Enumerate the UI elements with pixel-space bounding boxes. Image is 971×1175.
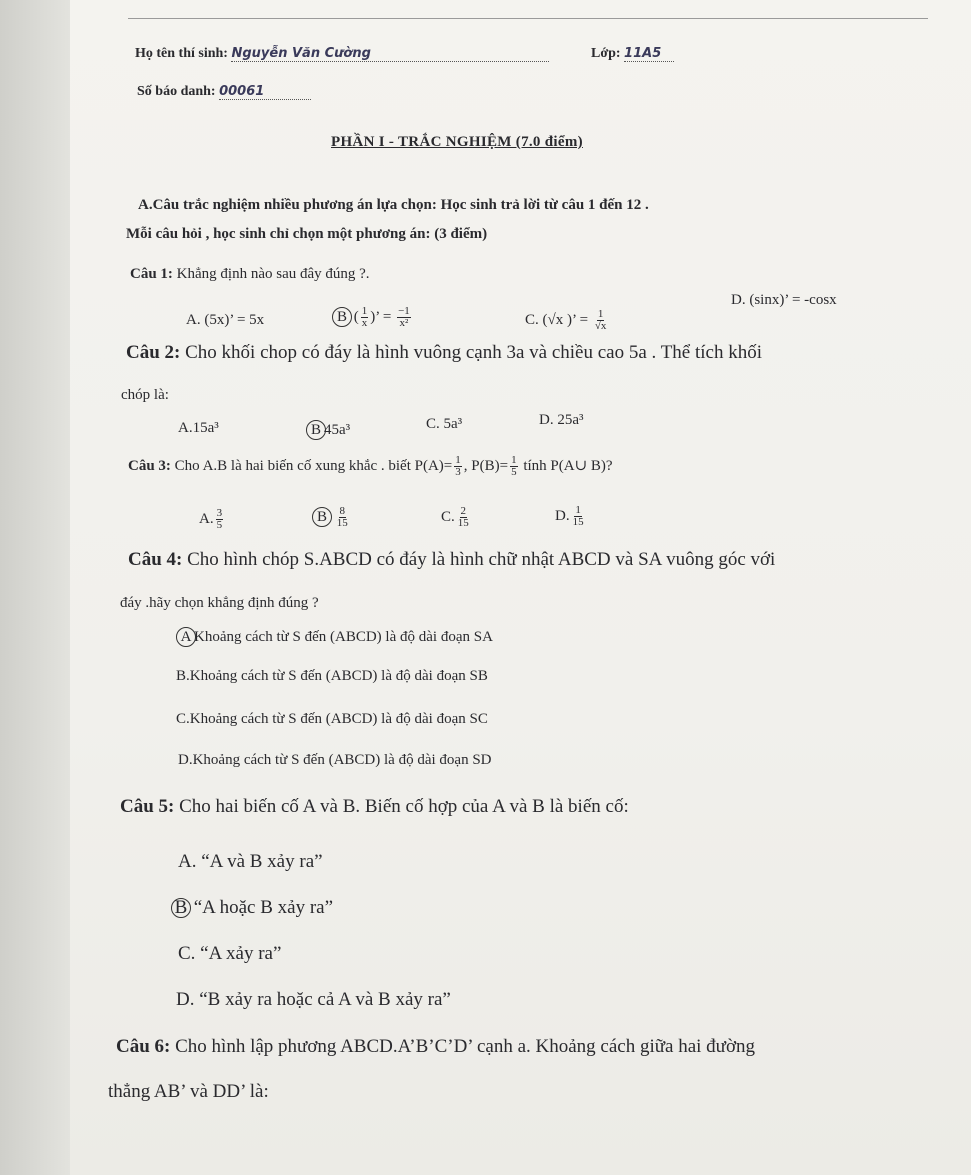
q1-b-num1: 1 (361, 305, 368, 317)
q4-a-text: Khoảng cách từ S đến (ABCD) là độ dài đoạn SA (194, 629, 493, 645)
q4-stem (128, 550, 775, 571)
name-value: Nguyễn Văn Cường (231, 47, 549, 62)
q3-c-frac (457, 506, 470, 529)
q3-text-c: tính P(A∪ B)? (523, 457, 613, 474)
q3-pa-num: 1 (455, 454, 461, 466)
q3-pb-frac (510, 455, 518, 478)
intro-line1: A.Câu trắc nghiệm nhiều phương án lựa chọn: Học sinh trả lời từ câu 1 đến 12 . (138, 197, 649, 213)
student-name-row (135, 46, 549, 62)
q3-pa-frac (454, 455, 462, 478)
q4-text2: đáy .hãy chọn khẳng định đúng ? (120, 595, 319, 611)
q1-b-den1: x (361, 317, 368, 329)
q1-text: Khẳng định nào sau đây đúng ?. (176, 266, 370, 282)
q1-b-den2: x² (399, 317, 409, 329)
q2-b-text: 45a³ (324, 422, 351, 438)
q4-option-a[interactable] (180, 627, 493, 647)
q3-pb-den: 5 (511, 466, 517, 478)
sbd-value: 00061 (219, 85, 311, 100)
q3-option-a[interactable] (199, 508, 225, 531)
q3-text-b: , P(B)= (463, 457, 509, 474)
name-label: Họ tên thí sinh: (135, 46, 228, 61)
section-title: PHẦN I - TRẮC NGHIỆM (7.0 điểm) (331, 134, 583, 150)
q1-c-frac (594, 309, 608, 332)
q1-c-num: 1 (597, 308, 604, 320)
sbd-label: Số báo danh: (137, 84, 216, 99)
q5-b-text: “A hoặc B xảy ra” (193, 897, 334, 918)
q5-answer-circle: B (171, 898, 191, 918)
q1-option-a[interactable]: A. (5x)’ = 5x (186, 312, 265, 328)
q2-option-c[interactable]: C. 5a³ (426, 416, 463, 432)
q2-option-a[interactable]: A.15a³ (178, 420, 219, 436)
q1-b-num2: −1 (398, 305, 410, 317)
q2-label: Câu 2: (126, 342, 181, 363)
q5-stem (120, 797, 629, 818)
q5-option-c[interactable]: C. “A xảy ra” (178, 943, 282, 964)
q4-option-b[interactable]: B.Khoảng cách từ S đến (ABCD) là độ dài đoạn SB (176, 668, 488, 684)
q3-text-a: Cho A.B là hai biến cố xung khắc . biết P(A)= (174, 457, 453, 474)
q3-pa-den: 3 (455, 466, 461, 478)
q1-c-den: √x (594, 320, 607, 332)
q1-option-d[interactable]: D. (sinx)’ = -cosx (731, 292, 837, 308)
q3-option-b[interactable] (316, 506, 351, 529)
q6-text2: thẳng AB’ và DD’ là: (108, 1081, 269, 1102)
q3-b-frac (336, 506, 349, 529)
q2-option-d[interactable]: D. 25a³ (539, 412, 584, 428)
q1-b-mid: )’ = (370, 308, 392, 325)
q5-option-b[interactable] (175, 898, 333, 919)
q6-text: Cho hình lập phương ABCD.A’B’C’D’ cạnh a. Khoảng cách giữa hai đường (175, 1036, 756, 1057)
q1-stem (130, 266, 370, 283)
q1-option-c[interactable] (525, 309, 609, 332)
q1-b-frac1 (361, 306, 369, 329)
q3-c-label: C. (441, 508, 455, 525)
q3-a-den: 5 (216, 519, 223, 531)
class-label: Lớp: (591, 46, 621, 61)
q1-c-text: C. (√x )’ = (525, 311, 589, 328)
intro-line2: Mỗi câu hỏi , học sinh chỉ chọn một phương án: (3 điểm) (126, 226, 488, 242)
q3-answer-circle: B (312, 507, 332, 527)
top-rule (128, 18, 928, 19)
q3-a-label: A. (199, 510, 214, 527)
q6-label: Câu 6: (116, 1036, 171, 1057)
q3-d-num: 1 (575, 504, 581, 516)
q4-answer-circle: A (176, 627, 196, 647)
q4-option-c[interactable]: C.Khoảng cách từ S đến (ABCD) là độ dài đoạn SC (176, 711, 488, 727)
q2-answer-circle: B (306, 420, 326, 440)
q4-text: Cho hình chóp S.ABCD có đáy là hình chữ nhật ABCD và SA vuông góc với (187, 549, 776, 570)
q3-pb-num: 1 (511, 454, 517, 466)
q1-b-paren: ( (353, 308, 359, 325)
q2-text: Cho khối chop có đáy là hình vuông cạnh 3a và chiều cao 5a . Thể tích khối (185, 342, 763, 363)
q3-option-c[interactable] (441, 506, 472, 529)
q4-option-d[interactable]: D.Khoảng cách từ S đến (ABCD) là độ dài đoạn SD (178, 752, 492, 768)
sbd-row (137, 84, 311, 100)
q4-label: Câu 4: (128, 549, 183, 570)
q3-a-num: 3 (216, 507, 223, 519)
q1-label: Câu 1: (130, 266, 173, 282)
q2-option-b[interactable] (310, 420, 350, 440)
class-row (591, 46, 674, 62)
class-value: 11A5 (624, 47, 674, 62)
q3-d-frac (572, 505, 585, 528)
q6-stem (116, 1037, 755, 1058)
q3-d-den: 15 (572, 516, 584, 528)
q3-c-num: 2 (460, 505, 467, 517)
q3-a-frac (216, 508, 224, 531)
q2-stem (126, 343, 762, 364)
q3-stem (128, 455, 613, 478)
q5-option-d[interactable]: D. “B xảy ra hoặc cả A và B xảy ra” (176, 989, 451, 1010)
q5-label: Câu 5: (120, 796, 175, 817)
q3-c-den: 15 (457, 517, 469, 529)
q3-b-num: 8 (339, 505, 345, 517)
q3-d-label: D. (555, 507, 570, 524)
q5-option-a[interactable]: A. “A và B xảy ra” (178, 851, 323, 872)
q3-option-d[interactable] (555, 505, 587, 528)
q3-b-den: 15 (336, 517, 348, 529)
q5-text: Cho hai biến cố A và B. Biến cố hợp của A và B là biến cố: (179, 796, 629, 817)
q1-answer-circle: B (332, 307, 352, 327)
q3-label: Câu 3: (128, 457, 171, 474)
q1-b-frac2 (397, 306, 411, 329)
background-edge (0, 0, 70, 1175)
q1-option-b[interactable] (336, 306, 413, 329)
q2-text2: chóp là: (121, 387, 169, 403)
